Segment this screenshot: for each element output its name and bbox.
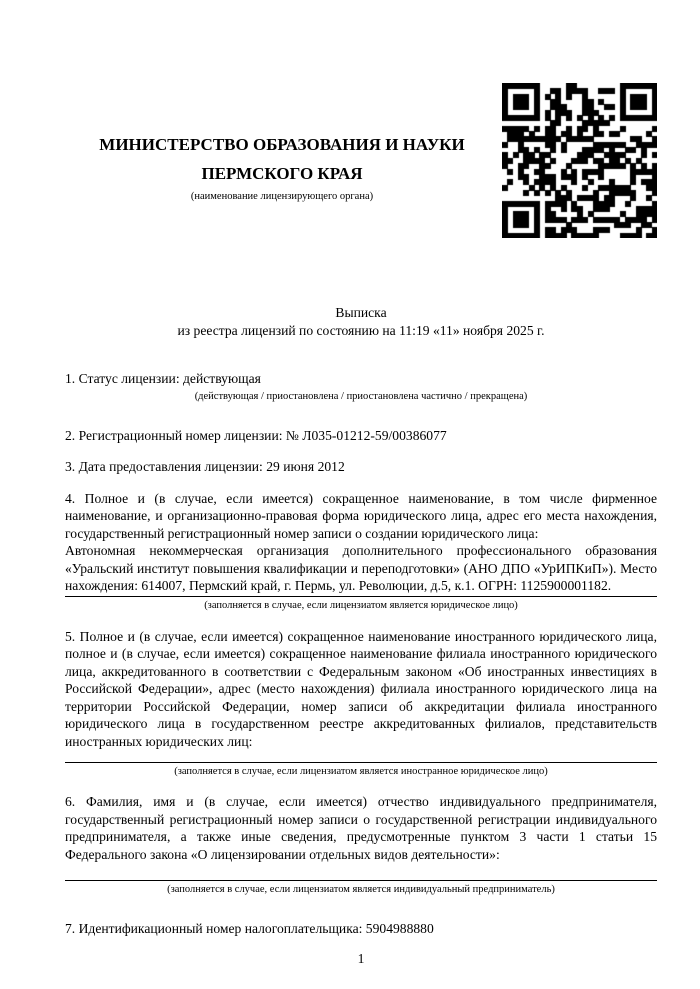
title-line2: из реестра лицензий по состоянию на 11:19 «11» ноября 2025 г. — [177, 322, 545, 338]
fill-line — [65, 880, 657, 881]
clause-text: 2. Регистрационный номер лицензии: № Л035-01212-59/00386077 — [65, 427, 447, 443]
clause-text: 3. Дата предоставления лицензии: 29 июня 2012 — [65, 459, 345, 474]
clause-label: 4. Полное и (в случае, если имеется) сокращенное наименование, в том числе фирменное наименование, и организационно-правовая форма юридического лица, адрес его места нахождения, государственный регистрационный номер записи о создании юридического лица: — [65, 490, 657, 541]
clause-caption: (заполняется в случае, если лицензиатом является юридическое лицо) — [204, 599, 518, 611]
clause-individual-entrepreneur — [65, 793, 657, 896]
title-line1: Выписка — [335, 305, 387, 320]
clause-value: Автономная некоммерческая организация дополнительного профессионального образования «Уральский институт повышения квалификации и переподготовки» (АНО ДПО «УрИПКиП»). Место нахождения: 614007, Пермский край, г. Пермь, ул. Революции, д.5, к.1. ОГРН: 1125900001182. — [65, 543, 657, 593]
qr-code — [502, 83, 657, 238]
fill-line — [65, 762, 657, 763]
clause-registration-number — [65, 427, 657, 445]
org-name-caption: (наименование лицензирующего органа) — [190, 191, 374, 202]
org-name — [65, 130, 499, 188]
licensing-authority-block — [65, 130, 499, 203]
clause-caption: (заполняется в случае, если лицензиатом является иностранное юридическое лицо) — [174, 766, 548, 777]
clause-foreign-entity — [65, 628, 657, 779]
page-number: 1 — [357, 950, 365, 966]
clause-legal-entity — [65, 490, 657, 612]
clause-label: 5. Полное и (в случае, если имеется) сокращенное наименование иностранного юридического лица, полное и (в случае, если имеется) сокращенное наименование филиала иностранного юридического лица, аккредитованного в соответствии с Федеральным законом «Об иностранных инвестициях в Российской Федерации», адрес (место нахождения) филиала иностранного юридического лица на территории Российской Федерации, номер записи об аккредитации филиала иностранного юридического лица в государственном реестре аккредитованных филиалов, представительств иностранных юридических лиц: — [65, 628, 657, 749]
clause-caption: (заполняется в случае, если лицензиатом является индивидуальный предприниматель) — [167, 884, 555, 895]
clause-license-status — [65, 370, 657, 403]
clause-caption: (действующая / приостановлена / приостановлена частично / прекращена) — [194, 390, 528, 402]
clause-text: 1. Статус лицензии: действующая — [65, 371, 261, 386]
clause-text: 7. Идентификационный номер налогоплательщика: 5904988880 — [65, 921, 434, 936]
clauses — [65, 370, 657, 938]
fill-line — [65, 596, 657, 597]
clause-taxpayer-number — [65, 920, 657, 938]
document-title — [65, 304, 657, 339]
clause-label: 6. Фамилия, имя и (в случае, если имеется) отчество индивидуального предпринимателя, государственный регистрационный номер записи о государственной регистрации индивидуального предпринимателя, а также иные сведения, предусмотренные пунктом 3 части 1 статьи 15 Федерального закона «О лицензировании отдельных видов деятельности»: — [65, 794, 657, 862]
document-header — [65, 83, 657, 238]
clause-grant-date — [65, 458, 657, 476]
org-name-line1: МИНИСТЕРСТВО ОБРАЗОВАНИЯ И НАУКИ — [99, 135, 465, 154]
org-name-line2: ПЕРМСКОГО КРАЯ — [201, 164, 363, 183]
